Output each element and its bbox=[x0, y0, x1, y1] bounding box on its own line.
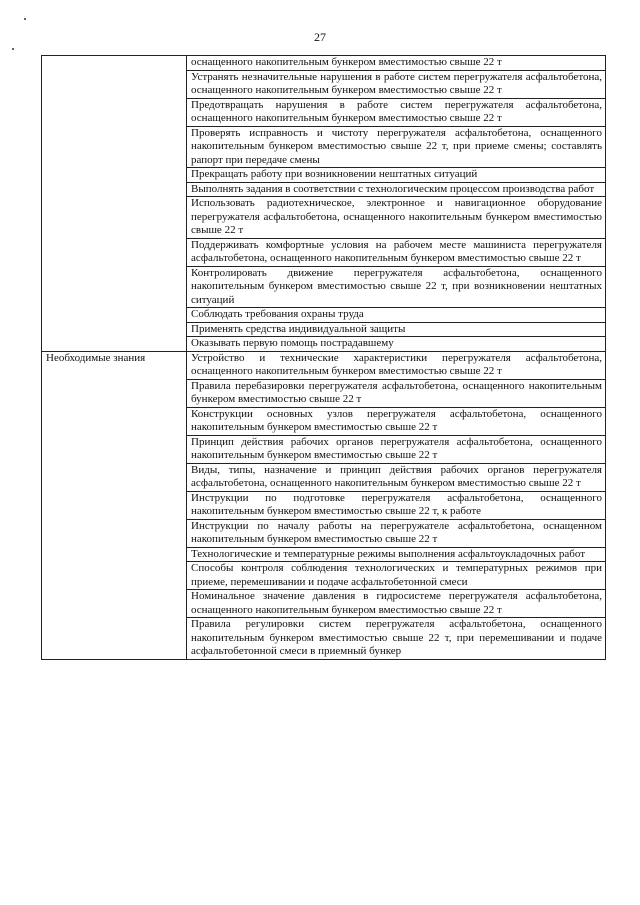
scan-speck bbox=[24, 18, 26, 20]
knowledge-cell: Устройство и технические характеристики перегружателя асфальтобетона, оснащенного накопительным бункером вместимостью свыше 22 т bbox=[187, 351, 606, 379]
knowledge-cell: Принцип действия рабочих органов перегружателя асфальтобетона, оснащенного накопительным бункером вместимостью свыше 22 т bbox=[187, 435, 606, 463]
skill-cell: Прекращать работу при возникновении нештатных ситуаций bbox=[187, 168, 606, 183]
skills-label-cell bbox=[42, 56, 187, 352]
skill-cell: Использовать радиотехническое, электронное и навигационное оборудование перегружателя асфальтобетона, оснащенного накопительным бункером вместимостью свыше 22 т bbox=[187, 197, 606, 239]
knowledge-cell: Виды, типы, назначение и принцип действия рабочих органов перегружателя асфальтобетона, оснащенного накопительным бункером вместимостью свыше 22 т bbox=[187, 463, 606, 491]
skill-cell: Поддерживать комфортные условия на рабочем месте машиниста перегружателя асфальтобетона, оснащенного накопительным бункером вместимостью свыше 22 т bbox=[187, 238, 606, 266]
knowledge-cell: Способы контроля соблюдения технологических и температурных режимов при приеме, перемешивании и подаче асфальтобетонной смеси bbox=[187, 562, 606, 590]
skill-cell: Применять средства индивидуальной защиты bbox=[187, 322, 606, 337]
skill-cell: Предотвращать нарушения в работе систем перегружателя асфальтобетона, оснащенного накопительным бункером вместимостью свыше 22 т bbox=[187, 98, 606, 126]
page-number: 27 bbox=[314, 30, 326, 44]
knowledge-cell: Технологические и температурные режимы выполнения асфальтоукладочных работ bbox=[187, 547, 606, 562]
table-row bbox=[42, 56, 606, 71]
knowledge-cell: Правила перебазировки перегружателя асфальтобетона, оснащенного накопительным бункером вместимостью свыше 22 т bbox=[187, 379, 606, 407]
requirements-table bbox=[41, 55, 606, 660]
skill-cell: оснащенного накопительным бункером вместимостью свыше 22 т bbox=[187, 56, 606, 71]
skill-cell: Соблюдать требования охраны труда bbox=[187, 308, 606, 323]
table-row bbox=[42, 351, 606, 379]
skill-cell: Проверять исправность и чистоту перегружателя асфальтобетона, оснащенного накопительным бункером вместимостью свыше 22 т, при приеме смены; составлять рапорт при передаче смены bbox=[187, 126, 606, 168]
skill-cell: Устранять незначительные нарушения в работе систем перегружателя асфальтобетона, оснащенного накопительным бункером вместимостью свыше 22 т bbox=[187, 70, 606, 98]
skill-cell: Выполнять задания в соответствии с технологическим процессом производства работ bbox=[187, 182, 606, 197]
skill-cell: Оказывать первую помощь пострадавшему bbox=[187, 337, 606, 352]
knowledge-label-cell: Необходимые знания bbox=[42, 351, 187, 659]
knowledge-cell: Инструкции по подготовке перегружателя асфальтобетона, оснащенного накопительным бункером вместимостью свыше 22 т, к работе bbox=[187, 491, 606, 519]
knowledge-cell: Конструкции основных узлов перегружателя асфальтобетона, оснащенного накопительным бункером вместимостью свыше 22 т bbox=[187, 407, 606, 435]
knowledge-cell: Правила регулировки систем перегружателя асфальтобетона, оснащенного накопительным бункером вместимостью свыше 22 т, при перемешивании и подаче асфальтобетонной смеси в приемный бункер bbox=[187, 618, 606, 660]
scan-speck bbox=[12, 48, 14, 50]
knowledge-cell: Номинальное значение давления в гидросистеме перегружателя асфальтобетона, оснащенного накопительным бункером вместимостью свыше 22 т bbox=[187, 590, 606, 618]
knowledge-cell: Инструкции по началу работы на перегружателе асфальтобетона, оснащенном накопительным бункером вместимостью свыше 22 т bbox=[187, 519, 606, 547]
skill-cell: Контролировать движение перегружателя асфальтобетона, оснащенного накопительным бункером вместимостью свыше 22 т, при возникновении нештатных ситуаций bbox=[187, 266, 606, 308]
